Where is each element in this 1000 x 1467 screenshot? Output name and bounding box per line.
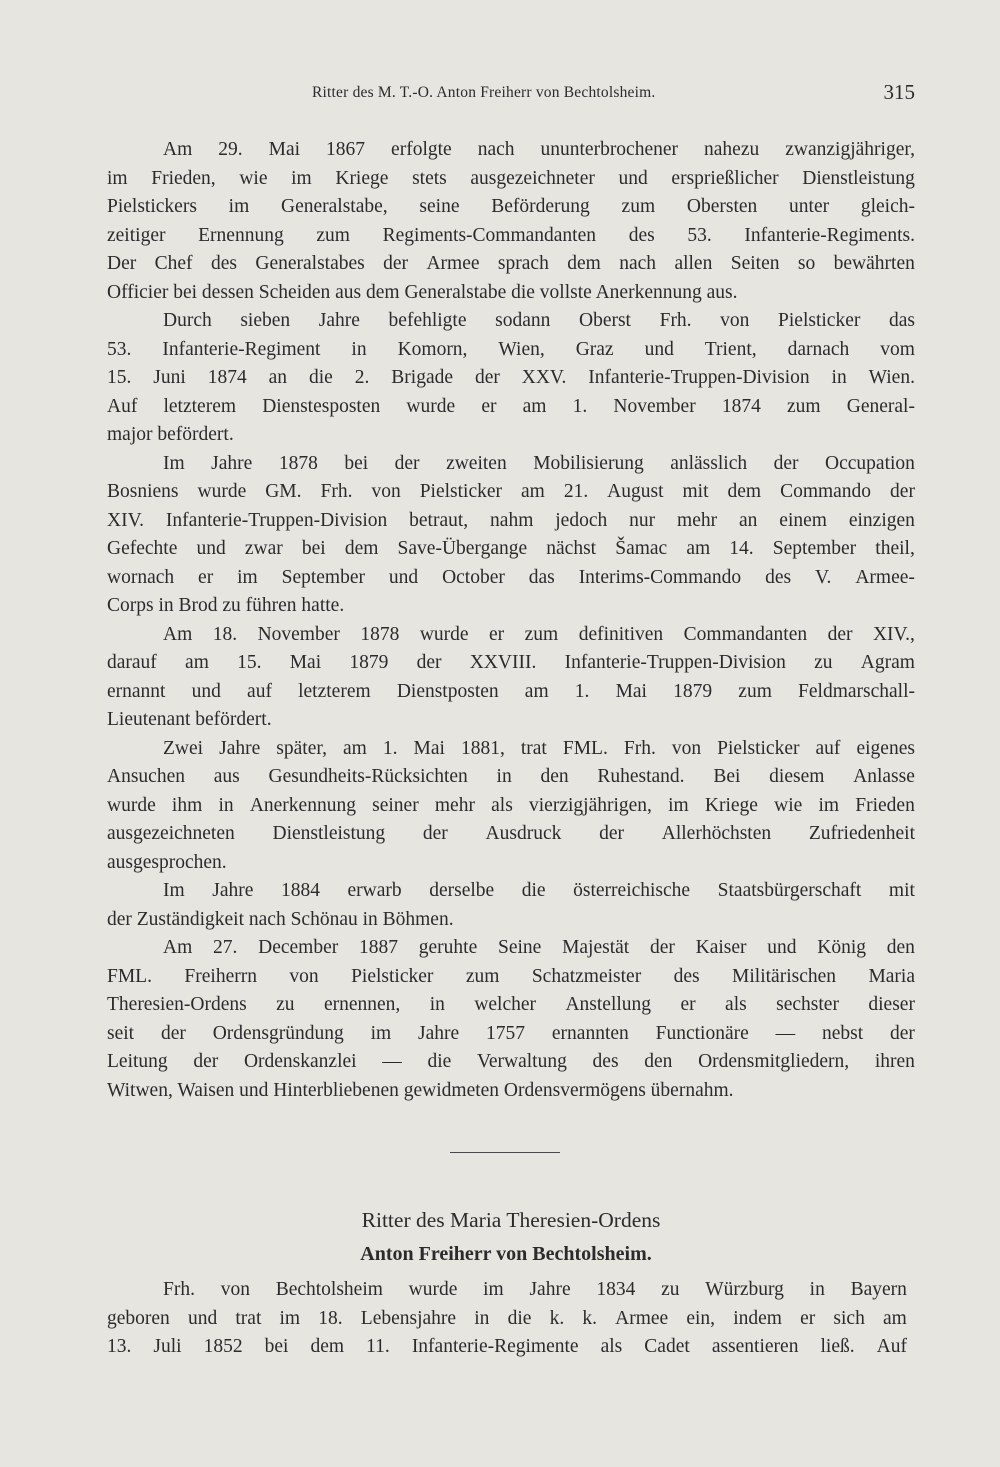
text-line: zeitiger Ernennung zum Regiments-Commandanten des 53. Infanterie-Regiments.	[107, 224, 915, 246]
text-line: Am 29. Mai 1867 erfolgte nach ununterbrochener nahezu zwanzigjähriger,	[163, 139, 915, 160]
text-line: Ansuchen aus Gesundheits-Rücksichten in den Ruhestand. Bei diesem Anlasse	[107, 766, 915, 787]
text-line: darauf am 15. Mai 1879 der XXVIII. Infanterie-Truppen-Division zu Agram	[107, 652, 915, 673]
text-line: Theresien-Ordens zu ernennen, in welcher Anstellung er als sechster dieser	[107, 994, 915, 1015]
text-line: Leitung der Ordenskanzlei — die Verwaltung des den Ordensmitgliedern, ihren	[107, 1051, 915, 1072]
text-line: Im Jahre 1884 erwarb derselbe die österreichische Staatsbürgerschaft mit	[163, 880, 915, 901]
text-line: Frh. von Bechtolsheim wurde im Jahre 1834 zu Würzburg in Bayern	[163, 1279, 907, 1300]
text-line: Der Chef des Generalstabes der Armee sprach dem nach allen Seiten so bewährten	[107, 253, 915, 274]
text-line: FML. Freiherrn von Pielsticker zum Schatzmeister des Militärischen Maria	[107, 965, 915, 987]
text-line: wurde ihm in Anerkennung seiner mehr als vierzigjährigen, im Kriege wie im Frieden	[107, 794, 915, 816]
text-line: Durch sieben Jahre befehligte sodann Oberst Frh. von Pielsticker das	[163, 310, 915, 331]
running-head	[107, 80, 915, 106]
section-subheading: Anton Freiherr von Bechtolsheim.	[360, 1243, 652, 1265]
text-line: Pielstickers im Generalstabe, seine Beförderung zum Obersten unter gleich-	[107, 196, 915, 217]
text-line: Corps in Brod zu führen hatte.	[107, 595, 345, 616]
text-line: im Frieden, wie im Kriege stets ausgezeichneter und ersprießlicher Dienstleistung	[107, 167, 915, 189]
text-line: Witwen, Waisen und Hinterbliebenen gewidmeten Ordensvermögens übernahm.	[107, 1079, 734, 1101]
text-line: Bosniens wurde GM. Frh. von Pielsticker am 21. August mit dem Commando der	[107, 481, 915, 502]
text-line: wornach er im September und October das Interims-Commando des V. Armee-	[107, 566, 915, 588]
text-line: ausgesprochen.	[107, 851, 227, 873]
text-line: Officier bei dessen Scheiden aus dem Generalstabe die vollste Anerkennung aus.	[107, 281, 738, 303]
section-body-text	[107, 1276, 907, 1362]
text-line: Am 18. November 1878 wurde er zum definitiven Commandanten der XIV.,	[163, 623, 915, 645]
text-line: 15. Juni 1874 an die 2. Brigade der XXV. Infanterie-Truppen-Division in Wien.	[107, 367, 915, 388]
body-text	[107, 136, 915, 1105]
text-line: 53. Infanterie-Regiment in Komorn, Wien, Graz und Trient, darnach vom	[107, 338, 915, 360]
text-line: Auf letzterem Dienstesposten wurde er am 1. November 1874 zum General-	[107, 395, 915, 417]
text-line: ausgezeichneten Dienstleistung der Ausdruck der Allerhöchsten Zufriedenheit	[107, 823, 915, 844]
text-line: Am 27. December 1887 geruhte Seine Majestät der Kaiser und König den	[163, 937, 915, 958]
text-line: Zwei Jahre später, am 1. Mai 1881, trat FML. Frh. von Pielsticker auf eigenes	[163, 737, 915, 759]
page-number: 315	[883, 80, 915, 104]
text-line: Lieutenant befördert.	[107, 709, 272, 730]
running-title: Ritter des M. T.-O. Anton Freiherr von Bechtolsheim.	[312, 84, 656, 101]
section-heading: Ritter des Maria Theresien-Ordens	[361, 1208, 661, 1232]
text-line: Gefechte und zwar bei dem Save-Übergange nächst Šamac am 14. September theil,	[107, 538, 915, 559]
section-divider	[450, 1152, 560, 1153]
text-line: der Zuständigkeit nach Schönau in Böhmen.	[107, 908, 454, 930]
text-line: major befördert.	[107, 424, 234, 445]
text-line: geboren und trat im 18. Lebensjahre in die k. k. Armee ein, indem er sich am	[107, 1307, 907, 1329]
text-line: 13. Juli 1852 bei dem 11. Infanterie-Regimente als Cadet assentieren ließ. Auf	[107, 1336, 907, 1357]
text-line: XIV. Infanterie-Truppen-Division betraut, nahm jedoch nur mehr an einem einzigen	[107, 509, 915, 531]
text-line: Im Jahre 1878 bei der zweiten Mobilisierung anlässlich der Occupation	[163, 452, 915, 474]
text-line: ernannt und auf letzterem Dienstposten am 1. Mai 1879 zum Feldmarschall-	[107, 680, 915, 702]
text-line: seit der Ordensgründung im Jahre 1757 ernannten Functionäre — nebst der	[107, 1022, 915, 1044]
